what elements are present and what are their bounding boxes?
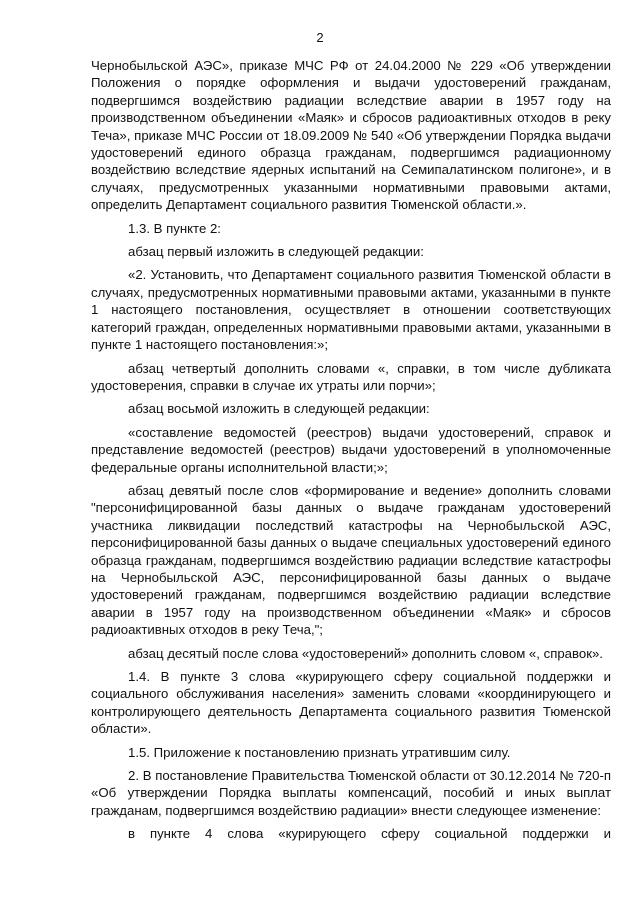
paragraph-quoted-clause-2: «2. Установить, что Департамент социального развития Тюменской области в случаях, предусмотренных нормативными правовыми актами, указанными в пункте 1 настоящего постановления, осуществляет в отношении соответствующих категорий граждан, определенных нормативными правовыми актами, указанными в пункте 1 настоящего постановления:»;	[91, 267, 611, 353]
paragraph-item-1-3: 1.3. В пункте 2:	[128, 220, 221, 236]
paragraph-instruction: абзац девятый после слов «формирование и ведение» дополнить словами "персонифицированной базы данных о выдаче гражданам удостоверений участника ликвидации последствий катастрофы на Чернобыльской АЭС, персонифицированной базы данных о выдаче специальных удостоверений единого образца гражданам, подвергшимся воздействию радиации вследствие катастрофы на Чернобыльской АЭС, персонифицированной базы данных о выдаче удостоверений гражданам, подвергшимся воздействию радиации вследствие аварии в 1957 году на производственном объединении «Маяк» и сбросов радиоактивных отходов в реку Теча,";	[91, 482, 611, 638]
paragraph-instruction: абзац восьмой изложить в следующей редакции:	[128, 401, 430, 417]
paragraph-quoted-text: «составление ведомостей (реестров) выдачи удостоверений, справок и представление ведомостей (реестров) выдачи удостоверений в уполномоченные федеральные органы исполнительной власти;»;	[91, 424, 611, 475]
paragraph-instruction: абзац первый изложить в следующей редакции:	[128, 244, 424, 260]
paragraph-instruction-truncated: в пункте 4 слова «курирующего сферу социальной поддержки и	[128, 826, 611, 842]
paragraph-instruction: абзац четвертый дополнить словами «, справки, в том числе дубликата удостоверения, справки в случае их утраты или порчи»;	[91, 360, 611, 393]
document-body	[91, 57, 611, 843]
paragraph-item-2: 2. В постановление Правительства Тюменской области от 30.12.2014 № 720-п «Об утверждении Порядка выплаты компенсаций, пособий и иных выплат гражданам, подвергшимся воздействию радиации» внести следующее изменение:	[91, 768, 611, 818]
paragraph-item-1-4: 1.4. В пункте 3 слова «курирующего сферу социальной поддержки и социального обслуживания населения» заменить словами «координирующего и контролирующего деятельность Департамента социального развития Тюменской области».	[91, 669, 611, 737]
paragraph-continuation: Чернобыльской АЭС», приказе МЧС РФ от 24.04.2000 № 229 «Об утверждении Положения о порядке оформления и выдачи удостоверений гражданам, подвергшимся воздействию радиации вследствие аварии в 1957 году на производственном объединении «Маяк» и сбросов радиоактивных отходов в реку Теча», приказе МЧС России от 18.09.2009 № 540 «Об утверждении Порядка выдачи удостоверений единого образца гражданам, подвергшимся радиационному воздействию вследствие ядерных испытаний на Семипалатинском полигоне», и в случаях, предусмотренных указанными нормативными правовыми актами, определить Департамент социального развития Тюменской области.».	[91, 58, 611, 213]
page-number: 2	[316, 30, 324, 45]
paragraph-item-1-5: 1.5. Приложение к постановлению признать утратившим силу.	[128, 744, 511, 760]
paragraph-instruction: абзац десятый после слова «удостоверений» дополнить словом «, справок».	[128, 645, 603, 661]
